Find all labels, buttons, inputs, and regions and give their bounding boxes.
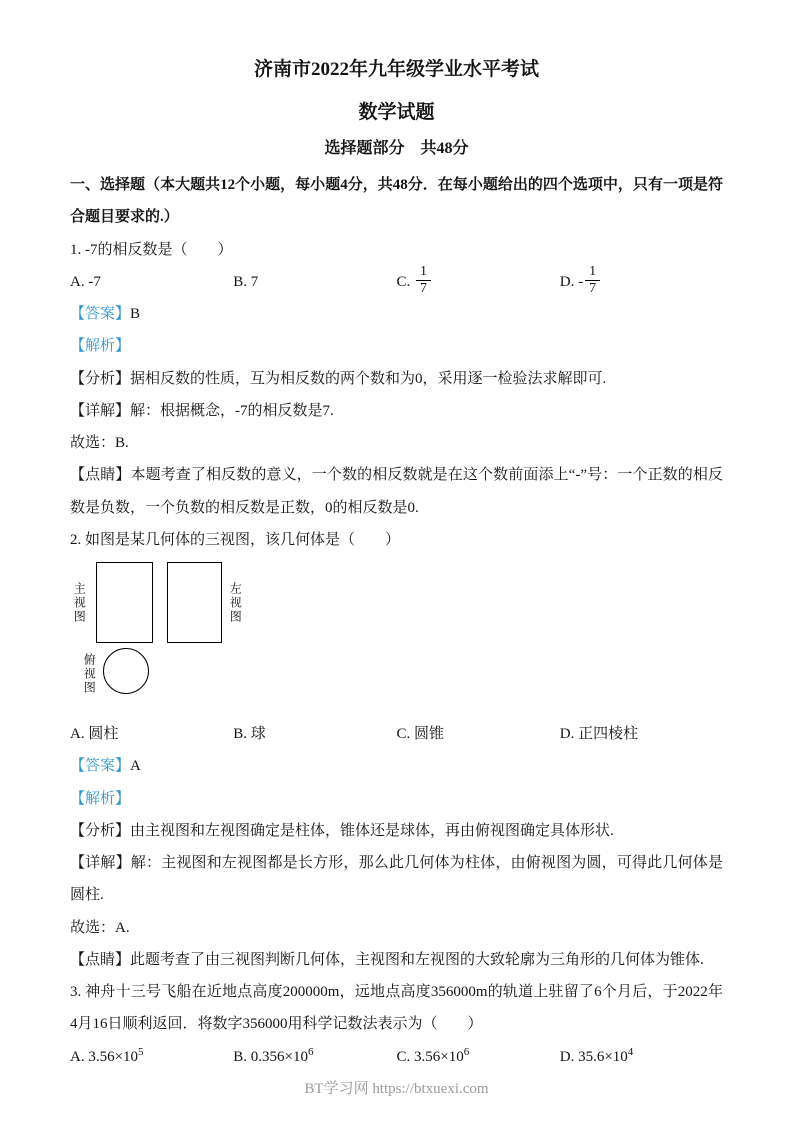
q2-jiexi-line — [70, 783, 723, 815]
q3-option-d — [560, 1041, 723, 1073]
q1-answer-label: 【答案】 — [70, 306, 131, 323]
q3-option-b-base: B. 0.356×10 — [233, 1048, 308, 1065]
q3-option-c-exponent: 6 — [463, 1045, 470, 1058]
q2-option-b: B. 球 — [233, 726, 266, 743]
q2-dianjing-label: 【点睛】 — [70, 951, 131, 968]
footer-watermark — [0, 1077, 793, 1098]
q1-option-d — [559, 263, 723, 298]
left-view-label: 左视图 — [228, 582, 243, 625]
front-view-rect — [96, 562, 153, 643]
q1-xiangjie-label: 【详解】 — [70, 402, 131, 419]
q2-option-a: A. 圆柱 — [70, 726, 119, 743]
doc-subtitle: 数学试题 — [358, 101, 435, 123]
q3-option-a — [70, 1041, 233, 1073]
q1-option-d-prefix: D. - — [559, 273, 584, 290]
three-view-diagram — [70, 560, 723, 710]
fraction-numerator: 1 — [416, 264, 431, 282]
q2-jiexi-label: 【解析】 — [70, 790, 131, 807]
q3-option-c — [397, 1041, 560, 1073]
q1-jiexi-label: 【解析】 — [70, 338, 131, 355]
q2-fenxi-label: 【分析】 — [70, 822, 131, 839]
q3-option-b-exponent: 6 — [307, 1045, 314, 1058]
q1-xiangjie-text: 解：根据概念，-7的相反数是7. — [130, 402, 334, 419]
q1-stem: 1. -7的相反数是（ ） — [70, 241, 233, 258]
footer-link[interactable]: BT学习网 https://btxuexi.com — [304, 1081, 489, 1097]
q1-jiexi-line — [70, 330, 723, 362]
q3-option-a-exponent: 5 — [138, 1045, 144, 1058]
q1-dianjing-text: 本题考查了相反数的意义，一个数的相反数就是在这个数前面添上“-”号：一个正数的相反数是负数，一个负数的相反数是正数，0的相反数是0. — [70, 467, 723, 516]
q3-option-d-exponent: 4 — [627, 1045, 634, 1058]
q3-option-b — [233, 1041, 396, 1073]
section-heading: 选择题部分 共48分 — [324, 140, 469, 158]
q1-fenxi-text: 据相反数的性质，互为相反数的两个数和为0，采用逐一检验法求解即可. — [130, 370, 607, 387]
doc-title: 济南市2022年九年级学业水平考试 — [253, 59, 539, 80]
q2-fenxi-line — [70, 815, 723, 847]
q1-guxuan-line: 故选：B. — [70, 435, 129, 452]
q2-option-c: C. 圆锥 — [396, 726, 445, 743]
q1-option-c — [396, 263, 560, 298]
q2-guxuan-line: 故选：A. — [70, 919, 130, 936]
fraction-one-seventh-c — [416, 264, 431, 299]
q1-option-b: B. 7 — [233, 273, 259, 290]
top-view-label: 俯视图 — [82, 653, 97, 696]
q3-option-d-base: D. 35.6×10 — [559, 1048, 628, 1065]
section-instructions: 一、选择题（本大题共12个小题，每小题4分，共48分．在每小题给出的四个选项中，只有一项是符合题目要求的.） — [70, 177, 723, 226]
q3-option-c-base: C. 3.56×10 — [396, 1048, 464, 1065]
q3-option-a-base: A. 3.56×10 — [70, 1048, 139, 1065]
q1-option-a: A. -7 — [70, 273, 101, 290]
q1-options — [70, 263, 723, 298]
q2-xiangjie-label: 【详解】 — [70, 855, 131, 872]
q2-xiangjie-text: 解：主视图和左视图都是长方形，那么此几何体为柱体，由俯视图为圆，可得此几何体是圆柱. — [70, 855, 723, 904]
fraction-numerator: 1 — [585, 264, 600, 282]
q1-fenxi-line — [70, 363, 723, 395]
q1-answer-value: B — [130, 306, 141, 323]
q2-dianjing-line — [70, 944, 723, 976]
q2-xiangjie-line — [70, 847, 723, 912]
front-view-label: 主视图 — [72, 582, 87, 625]
q2-answer-line — [70, 750, 723, 782]
fraction-denominator: 7 — [420, 281, 428, 297]
q2-option-d: D. 正四棱柱 — [559, 726, 639, 743]
q2-answer-label: 【答案】 — [70, 758, 131, 775]
q1-answer-line — [70, 298, 723, 330]
top-view-circle — [103, 648, 149, 694]
q1-dianjing-line — [70, 459, 723, 524]
question-1 — [70, 234, 723, 524]
question-3 — [70, 976, 723, 1073]
left-view-rect — [167, 562, 222, 643]
q1-option-c-prefix: C. — [396, 273, 415, 290]
fraction-denominator: 7 — [589, 281, 597, 297]
q3-options — [70, 1041, 723, 1073]
q1-xiangjie-line — [70, 395, 723, 427]
q1-dianjing-label: 【点睛】 — [70, 467, 131, 484]
q2-stem: 2. 如图是某几何体的三视图，该几何体是（ ） — [70, 531, 401, 548]
q2-options — [70, 718, 723, 750]
q2-dianjing-text: 此题考查了由三视图判断几何体，主视图和左视图的大致轮廓为三角形的几何体为锥体. — [130, 951, 704, 968]
q2-fenxi-text: 由主视图和左视图确定是柱体，锥体还是球体，再由俯视图确定具体形状. — [130, 822, 614, 839]
fraction-one-seventh-d — [585, 264, 600, 299]
q2-answer-value: A — [130, 758, 141, 775]
q3-stem: 3. 神舟十三号飞船在近地点高度200000m，远地点高度356000m的轨道上驻留了6个月后，于2022年4月16日顺利返回．将数字356000用科学记数法表示为（ ） — [70, 984, 723, 1033]
question-2 — [70, 524, 723, 976]
q1-fenxi-label: 【分析】 — [70, 370, 131, 387]
